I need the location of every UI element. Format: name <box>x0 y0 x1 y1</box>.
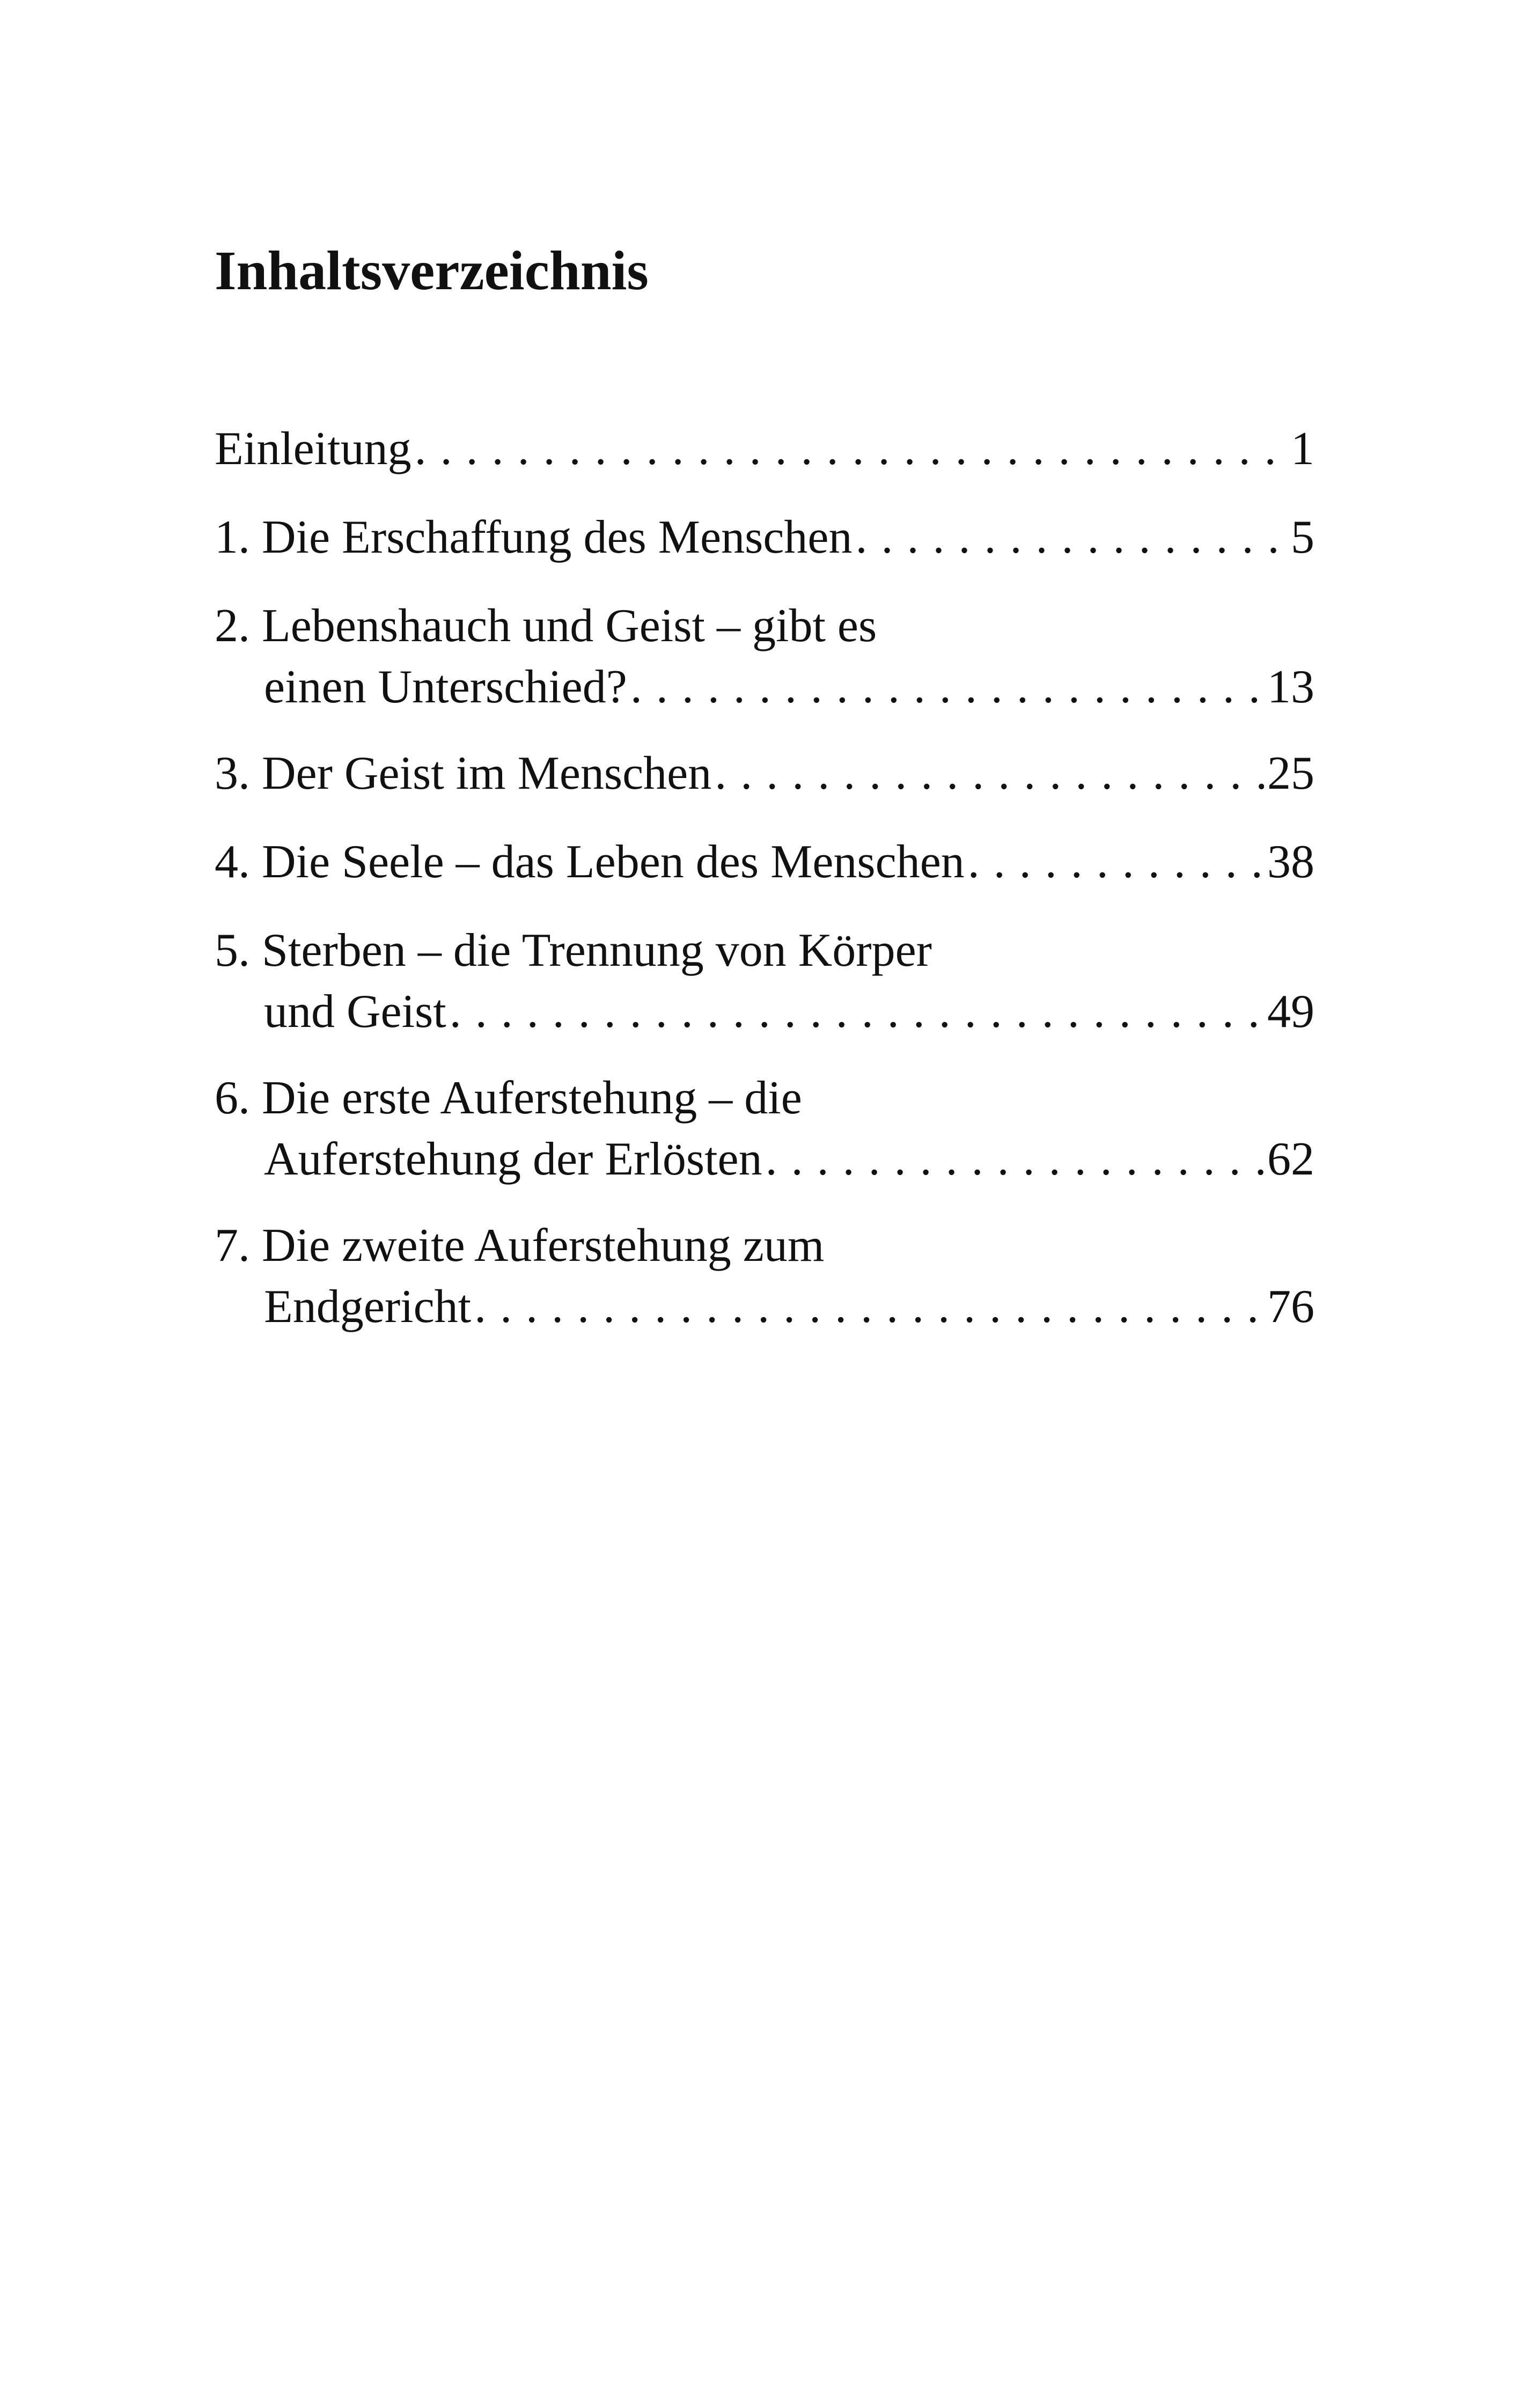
toc-entry-title-continued: einen Unterschied? <box>264 661 627 713</box>
dot-leader <box>415 419 1288 480</box>
toc-entry-line-continued <box>215 981 1314 1043</box>
toc-entry <box>215 832 1314 893</box>
dot-leader <box>715 743 1264 804</box>
dot-leader <box>630 657 1264 718</box>
toc-entry-title: 2. Lebenshauch und Geist – gibt es <box>215 600 877 652</box>
toc-entry <box>215 743 1314 804</box>
toc-page-number: 38 <box>1267 836 1314 888</box>
toc-page-number: 13 <box>1267 661 1314 713</box>
toc-entry <box>215 507 1314 568</box>
toc-entry-line <box>215 832 1314 893</box>
toc-entry <box>215 1068 1314 1190</box>
toc-entry-line-continued <box>215 1129 1314 1190</box>
toc-page-number: 49 <box>1267 986 1314 1038</box>
toc-entry-title: 4. Die Seele – das Leben des Menschen <box>215 836 965 888</box>
toc-entry-line <box>215 419 1314 480</box>
toc-title: Inhaltsverzeichnis <box>215 240 649 302</box>
toc-entry-title: Einleitung <box>215 423 412 475</box>
dot-leader <box>855 507 1288 568</box>
dot-leader <box>450 981 1264 1043</box>
toc-page-number: 76 <box>1267 1281 1314 1333</box>
toc-entry-title-continued: Auferstehung der Erlösten <box>264 1133 762 1185</box>
toc-entry-title-continued: Endgericht <box>264 1281 472 1333</box>
toc-entry-line <box>215 1068 1314 1129</box>
toc-page-number: 62 <box>1267 1133 1314 1185</box>
toc-entry-line-continued <box>215 657 1314 718</box>
toc-entry <box>215 596 1314 718</box>
toc-entry <box>215 920 1314 1043</box>
dot-leader <box>766 1129 1264 1190</box>
toc-entry-line <box>215 596 1314 657</box>
dot-leader <box>474 1276 1264 1338</box>
toc-entry <box>215 419 1314 480</box>
toc-page-number: 5 <box>1291 511 1314 563</box>
toc-entry-line <box>215 920 1314 981</box>
toc-entry-line <box>215 743 1314 804</box>
dot-leader <box>968 832 1264 893</box>
toc-entry-title: 3. Der Geist im Menschen <box>215 747 712 799</box>
toc-entry-title: 7. Die zweite Auferstehung zum <box>215 1220 825 1272</box>
toc-entry-line <box>215 1215 1314 1276</box>
toc-entry-line <box>215 507 1314 568</box>
toc-entry-line-continued <box>215 1276 1314 1338</box>
toc-entry-title: 5. Sterben – die Trennung von Körper <box>215 924 932 977</box>
toc-page-number: 25 <box>1267 747 1314 799</box>
toc-entry-title: 1. Die Erschaffung des Menschen <box>215 511 853 563</box>
toc-page-number: 1 <box>1291 423 1314 475</box>
toc-entry-title-continued: und Geist <box>264 986 446 1038</box>
toc-entry <box>215 1215 1314 1338</box>
toc-entry-title: 6. Die erste Auferstehung – die <box>215 1072 802 1124</box>
